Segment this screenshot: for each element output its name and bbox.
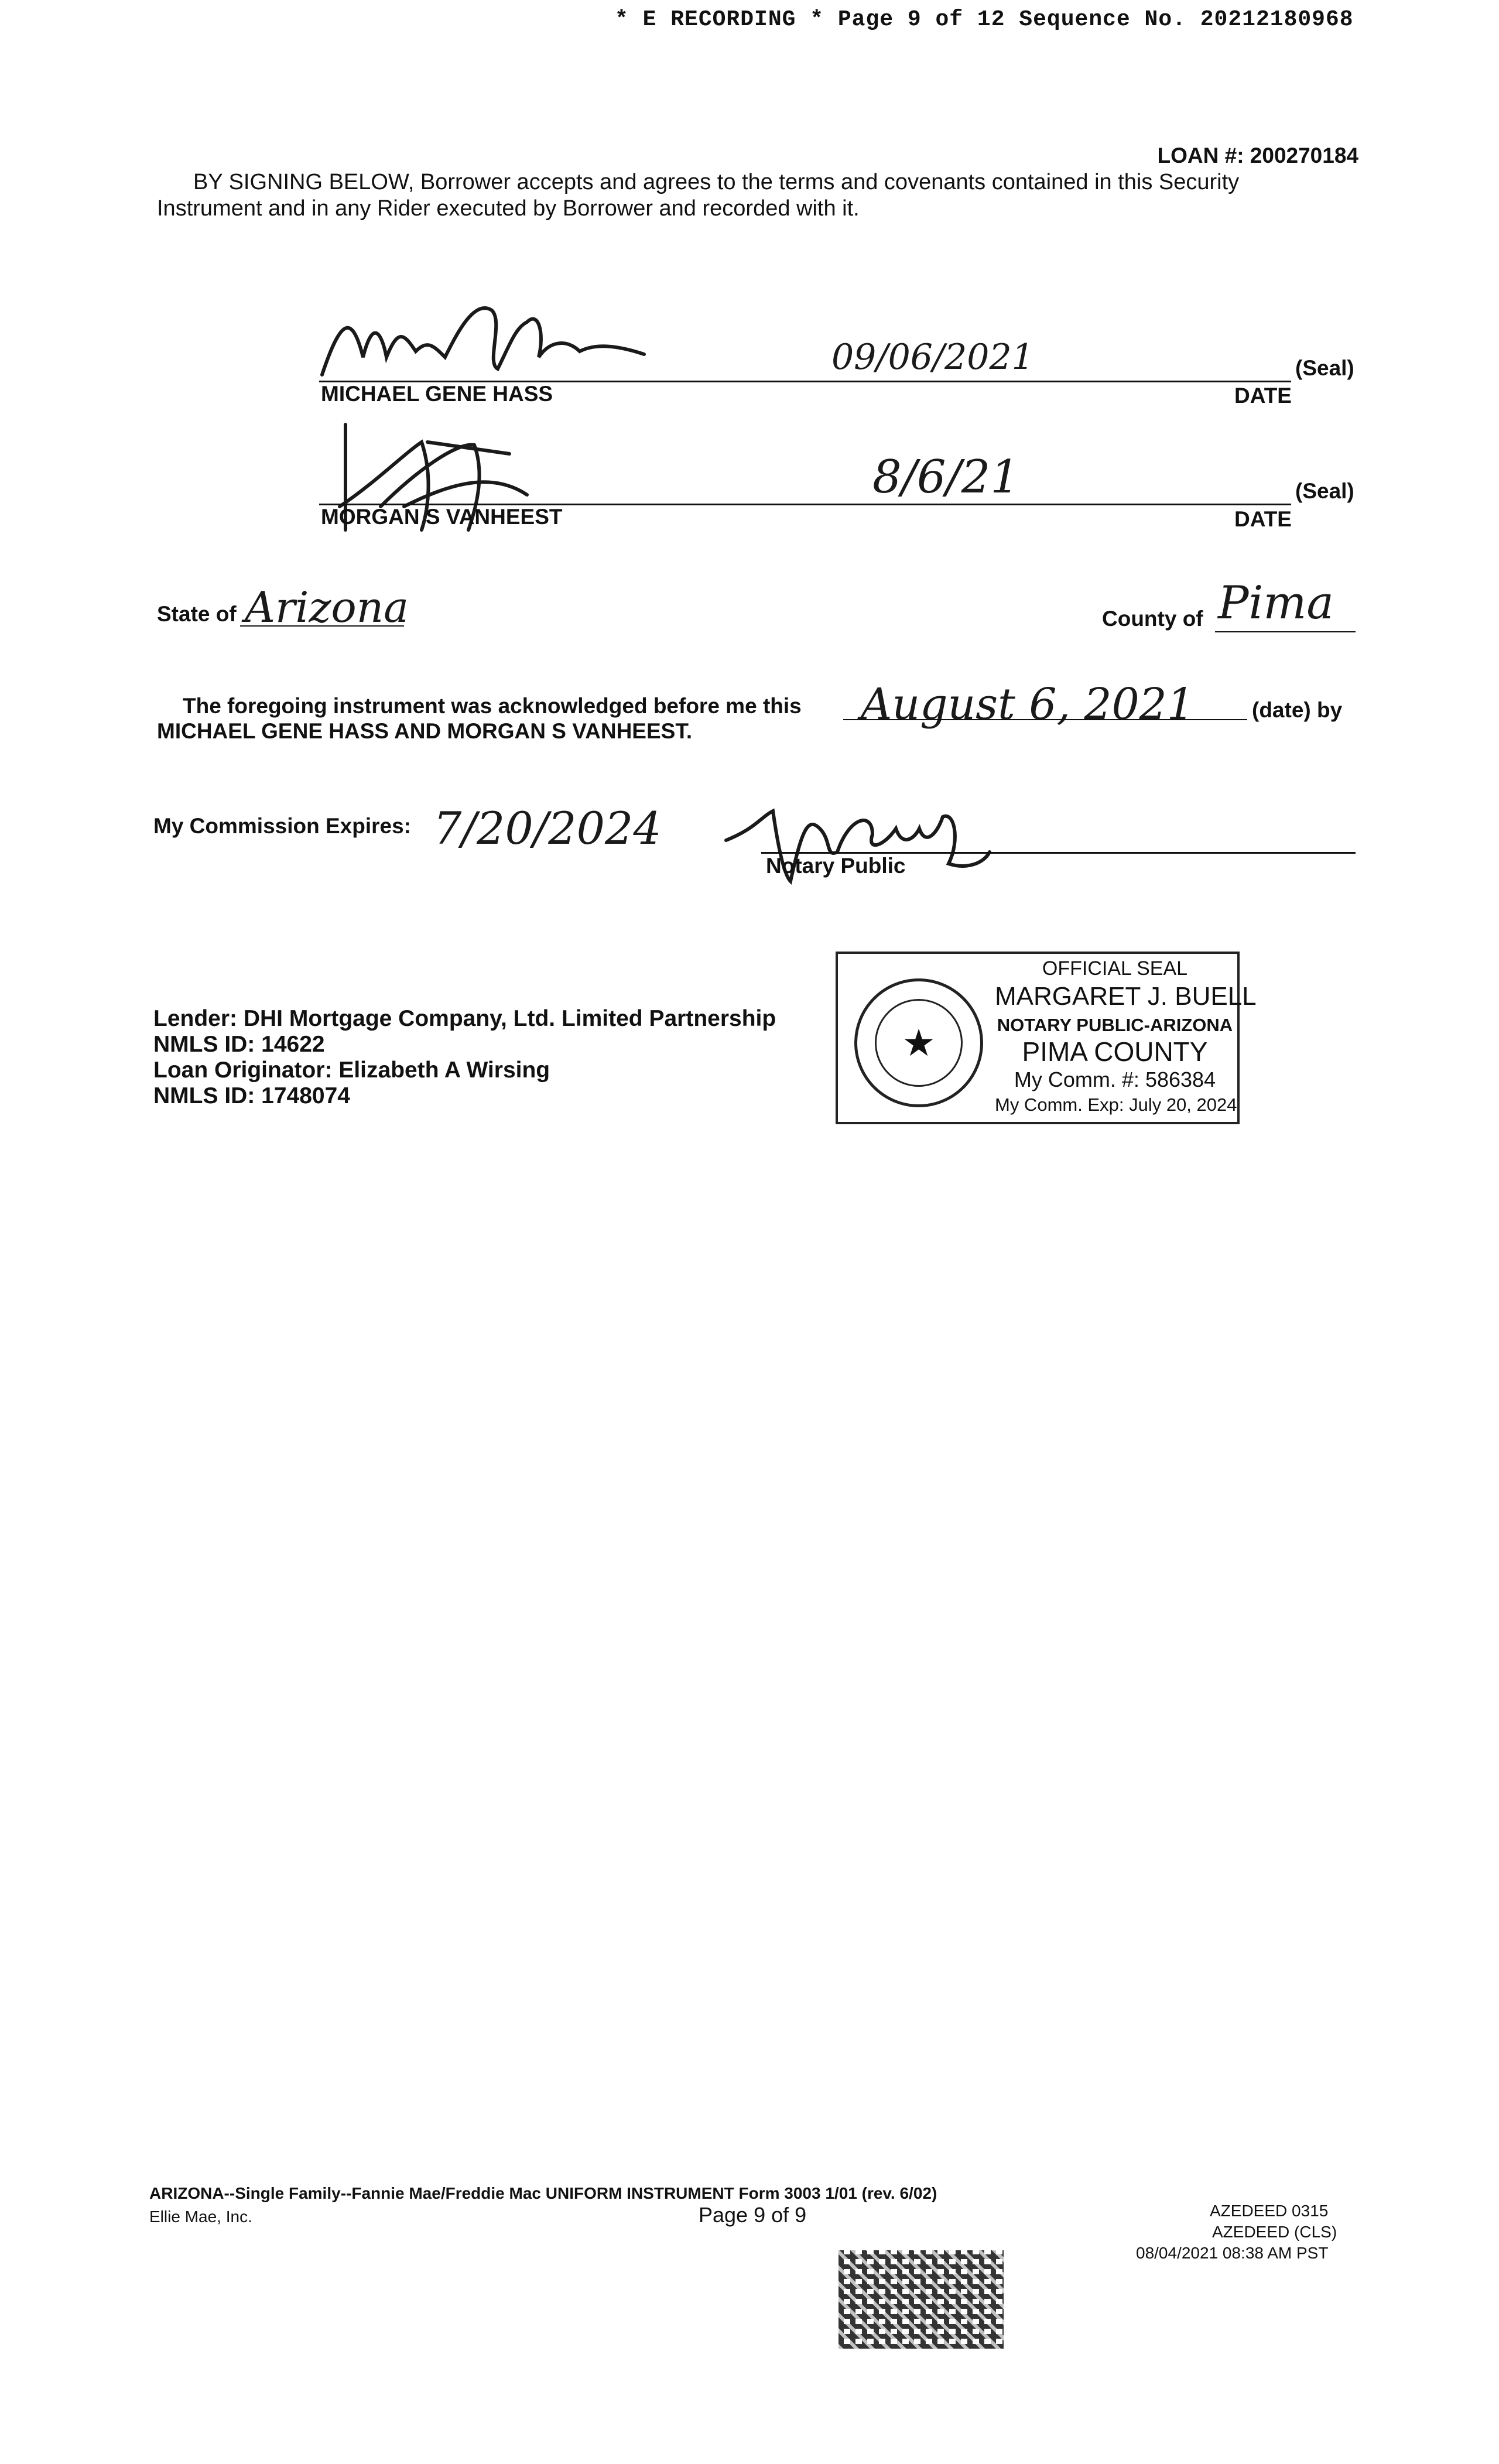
- commission-date-handwritten: 7/20/2024: [433, 802, 662, 854]
- signer-1-handwritten-date: 09/06/2021: [831, 337, 1034, 378]
- county-label: County of: [1102, 607, 1203, 631]
- signer-2-date-label: DATE: [1234, 507, 1292, 531]
- official-notary-seal: [836, 952, 1257, 1124]
- acknowledgment-suffix: (date) by: [1252, 698, 1343, 722]
- signer-2-handwritten-date: 8/6/21: [872, 451, 1020, 504]
- commission-expires-label: My Commission Expires:: [153, 814, 412, 838]
- seal-commission-expiry: My Comm. Exp: July 20, 2024: [995, 1094, 1237, 1115]
- signer-1-seal: (Seal): [1295, 356, 1354, 380]
- intro-text-line-1: BY SIGNING BELOW, Borrower accepts and agrees to the terms and covenants contained in this Security: [193, 170, 1240, 194]
- signer-1-date-label: DATE: [1234, 384, 1292, 408]
- loan-originator: Loan Originator: Elizabeth A Wirsing: [153, 1058, 550, 1083]
- seal-title: OFFICIAL SEAL: [1042, 957, 1188, 980]
- lender-name: Lender: DHI Mortgage Company, Ltd. Limited Partnership: [153, 1006, 776, 1031]
- seal-notary-name: MARGARET J. BUELL: [995, 982, 1257, 1011]
- form-code-2: AZEDEED (CLS): [1212, 2223, 1337, 2241]
- form-code-1: AZEDEED 0315: [1210, 2202, 1329, 2220]
- signature-michael-hass: [316, 287, 679, 392]
- acknowledgment-text: The foregoing instrument was acknowledged before me this: [183, 694, 802, 718]
- acknowledgment-date-handwritten: August 6, 2021: [861, 679, 1195, 730]
- originator-nmls: NMLS ID: 1748074: [153, 1083, 350, 1108]
- county-handwritten: Pima: [1218, 577, 1334, 629]
- signer-1-name: MICHAEL GENE HASS: [321, 382, 553, 406]
- notary-public-label: Notary Public: [766, 854, 906, 878]
- state-seal-emblem: [854, 978, 983, 1107]
- barcode-2d: [839, 2250, 1004, 2349]
- state-label: State of: [157, 602, 237, 626]
- acknowledged-names: MICHAEL GENE HASS AND MORGAN S VANHEEST.: [157, 719, 693, 743]
- state-seal-center-icon: ★: [875, 999, 963, 1087]
- print-timestamp: 08/04/2021 08:38 AM PST: [1136, 2244, 1329, 2262]
- signer-2-name: MORGAN S VANHEEST: [321, 505, 563, 529]
- vendor-name: Ellie Mae, Inc.: [149, 2208, 252, 2226]
- seal-commission-number: My Comm. #: 586384: [1014, 1067, 1216, 1091]
- acknowledgment-date-line: [843, 719, 1247, 720]
- intro-text-line-2: Instrument and in any Rider executed by Borrower and recorded with it.: [157, 196, 860, 221]
- seal-role: NOTARY PUBLIC-ARIZONA: [997, 1015, 1233, 1035]
- lender-nmls: NMLS ID: 14622: [153, 1032, 325, 1057]
- page-number: Page 9 of 9: [699, 2203, 807, 2227]
- form-identifier: ARIZONA--Single Family--Fannie Mae/Freddie Mac UNIFORM INSTRUMENT Form 3003 1/01 (rev. 6/02): [149, 2184, 937, 2202]
- notary-signature: [720, 793, 995, 899]
- loan-number: LOAN #: 200270184: [1157, 143, 1358, 167]
- recording-header: * E RECORDING * Page 9 of 12 Sequence No. 20212180968: [615, 7, 1354, 32]
- signer-2-seal: (Seal): [1295, 479, 1354, 503]
- state-handwritten: Arizona: [245, 583, 409, 632]
- state-line: [240, 625, 404, 627]
- seal-county: PIMA COUNTY: [1022, 1036, 1208, 1067]
- county-line: [1215, 631, 1356, 632]
